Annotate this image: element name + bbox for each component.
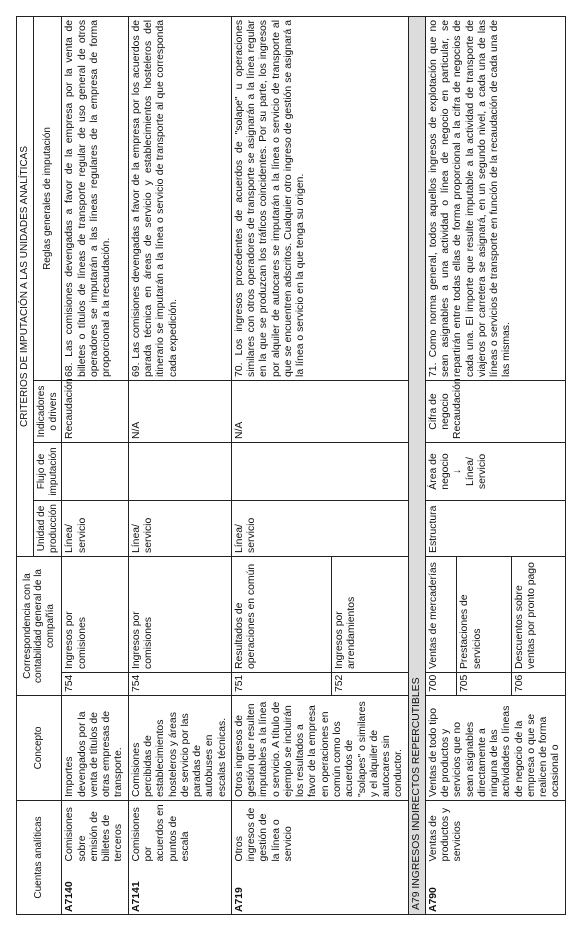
account-code: A719 [231,865,408,915]
account-code: A7140 [62,865,128,915]
cg-account-desc: Resultados de operaciones en común [231,556,331,672]
flujo-cell [62,442,128,500]
cg-account-desc: Descuentos sobre ventas por pronto pago [511,556,565,672]
header-concepto: Concepto [17,696,62,801]
regla-cell: 70. Los ingresos procedentes de acuerdos de "solape" u operaciones similares con otros operadores de transporte se asignarán a la línea regular en la que se produzcan los tráficos coincidentes. Por su parte, los ingresos por alquiler de autocares se imputarán a la línea o servicio de transporte al que se encuentren adscritos. Cualquier otro ingreso de gestión se asignará a la línea o servicio en la que tenga su origen. [231,16,408,380]
indicador-cell: N/A [231,380,408,442]
header-correspondencia: Correspondencia con la contabilidad general de la compañía [17,556,62,695]
table-row [425,16,457,914]
section-title: A79 INGRESOS INDIRECTOS REPERCUTIBLES [408,16,425,914]
cg-account-number: 754 [62,673,128,696]
concepto-cell: Comisiones percibidas de establecimientos hosteleros y áreas de servicio por las paradas de autobuses en escalas técnicas. [128,696,231,801]
cg-account-number: 705 [457,673,511,696]
table-row [128,16,231,914]
indicador-secondary: Recaudación [452,378,464,439]
regla-cell: 69. Las comisiones devengadas a favor de la empresa por los acuerdos de parada técnica en áreas de servicio y establecimientos hosteleros del itinerario se imputarán a la línea o servicio de transporte al que corresponda cada expedición. [128,16,231,380]
cg-account-desc: Ingresos por comisiones [128,556,231,672]
concepto-cell: Otros ingresos de gestión que resulten imputables a la línea o servicio. A título de ejemplo se incluirán los resultados a favor de la empresa en operaciones en común como los acuerdos de "solapes" o similares y el alquiler de autocares sin conductor. [231,696,408,801]
account-code: A790 [425,865,565,915]
flujo-cell [425,442,565,500]
table-row [62,16,128,914]
indicador-cell [425,380,565,442]
header-criterios: CRITERIOS DE IMPUTACIÓN A LAS UNIDADES ANALÍTICAS [17,16,34,556]
cg-account-number: 700 [425,673,457,696]
header-unidad: Unidad de producción [33,500,62,556]
flujo-to: Línea/ servicio [464,453,488,490]
unidad-cell: Estructura [425,500,565,556]
account-code: A7141 [128,865,231,915]
regla-cell: 68. Las comisiones devengadas a favor de la empresa por la venta de billetes o títulos de líneas de transporte regular de uso general de otros operadores se imputarán a las líneas regulares de la empresa de forma proporcional a la recaudación. [62,16,128,380]
unidad-cell: Línea/ servicio [128,500,231,556]
cg-account-number: 751 [231,673,331,696]
account-name: Otros ingresos de gestión de la línea o servicio [231,801,408,865]
cg-account-number: 706 [511,673,565,696]
regla-cell: 71. Como norma general, todos aquellos ingresos de explotación que no sean asignables a una actividad o línea de negocio en particular, se repartirán entre todas ellas de forma proporcional a la cifra de negocios de cada una. El importe que resulte imputable a la actividad de transporte de viajeros por carretera se asignará, en un segundo nivel, a cada una de las líneas o servicios de transporte en función de la recaudación de cada una de las mismas. [425,16,565,380]
cg-account-desc: Ingresos por arrendamientos [331,556,408,672]
header-row-1 [17,16,34,914]
account-name: Comisiones sobre emisión de billetes de terceros [62,801,128,865]
cg-account-number: 752 [331,673,408,696]
indicador-primary: Cifra de negocio [427,393,452,430]
cg-account-number: 754 [128,673,231,696]
cg-account-desc: Ventas de mercaderías [425,556,457,672]
flujo-cell [231,442,408,500]
header-flujo: Flujo de imputación [33,442,62,500]
unidad-cell: Línea/ servicio [62,500,128,556]
cg-account-desc: Ingresos por comisiones [62,556,128,672]
section-row [408,16,425,914]
concepto-cell: Importes devengados por la venta de títulos de otras empresas de transporte. [62,696,128,801]
criteria-table [16,16,566,915]
account-name: Ventas de productos y servicios [425,801,565,865]
table-row [231,16,331,914]
cg-account-desc: Prestaciones de servicios [457,556,511,672]
flujo-from: Área de negocio [427,453,452,490]
flujo-cell [128,442,231,500]
account-name: Comisiones por acuerdos en puntos de escala [128,801,231,865]
header-cuentas: Cuentas analíticas [17,801,62,915]
concepto-cell: Ventas de todo tipo de productos y servicios que no sean asignables directamente a ninguna de las actividades o líneas de negocio de la empresa o que se realicen de forma ocasional o [425,696,565,801]
indicador-cell: Recaudación [62,380,128,442]
header-reglas: Reglas generales de imputación [33,16,62,380]
indicador-cell: N/A [128,380,231,442]
arrow-down-icon: ↓ [452,468,464,475]
header-indicadores: Indicadores o drivers [33,380,62,442]
unidad-cell: Línea/ servicio [231,500,408,556]
